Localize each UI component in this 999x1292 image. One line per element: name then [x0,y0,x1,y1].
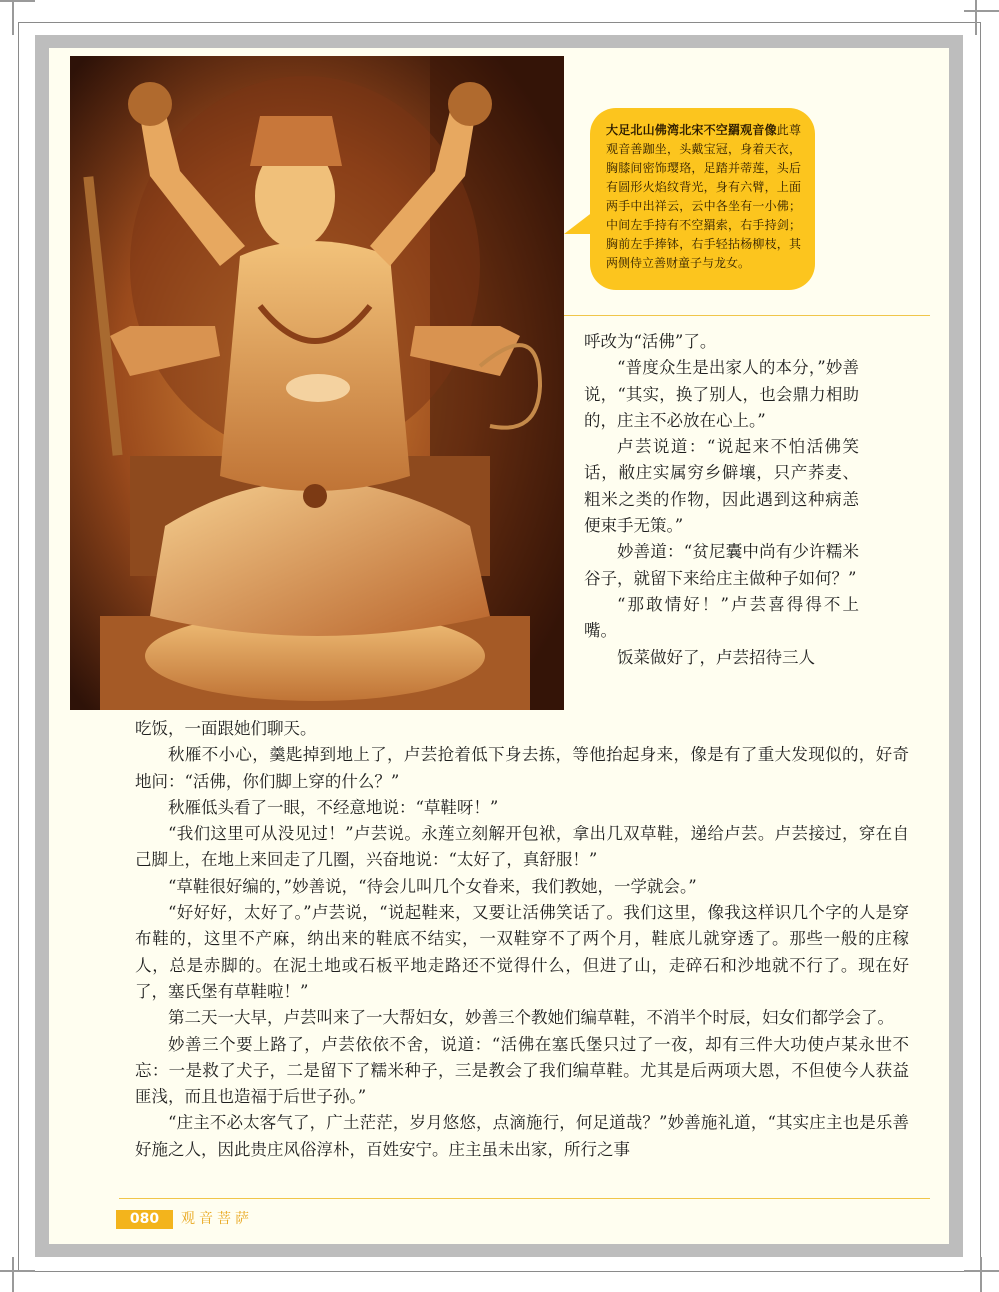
paragraph: “那敢情好！”卢芸喜得得不上嘴。 [584,594,859,641]
paragraph: 第二天一大早，卢芸叫来了一大帮妇女，妙善三个教她们编草鞋，不消半个时辰，妇女们都学会了。 [168,1008,894,1028]
page-number: 080 [116,1210,173,1229]
guanyin-statue-photo [70,56,564,710]
corner-line-bottom-left [0,1270,35,1272]
paragraph: “草鞋很好编的，”妙善说，“待会儿叫几个女眷来，我们教她，一学就会。” [168,876,697,896]
paragraph: 秋雁不小心，羹匙掉到地上了，卢芸抢着低下身去拣，等他抬起身来，像是有了重大发现似的，好奇地问：“活佛，你们脚上穿的什么？” [135,745,909,791]
paragraph: 吃饭，一面跟她们聊天。 [135,719,317,738]
paragraph: “普度众生是出家人的本分，”妙善说，“其实，换了别人，也会鼎力相助的，庄主不必放在心上。” [584,358,859,430]
corner-line-bottom-right-v [980,1257,982,1292]
paragraph: 秋雁低头看了一眼，不经意地说：“草鞋呀！” [168,797,499,817]
caption-bubble [590,108,815,290]
caption-text: 此尊观音善跏坐，头戴宝冠，身着天衣，胸膝间密饰璎珞，足踏并蒂莲，头后有圆形火焰纹背光，身有六臂，上面两手中出祥云，云中各坐有一小佛；中间左手持有不空羂索，右手持剑；胸前左手捧钵，右手轻拈杨柳枝，其两侧侍立善财童子与龙女。 [606,123,801,270]
running-book-title: 观音菩萨 [181,1211,253,1227]
corner-line-top-left-v [12,0,14,35]
paragraph: 卢芸说道：“说起来不怕活佛笑话，敝庄实属穷乡僻壤，只产荞麦、粗米之类的作物，因此遇到这种病恙便束手无策。” [584,437,859,536]
paragraph: “好好好，太好了。”卢芸说，“说起鞋来，又要让活佛笑话了。我们这里，像我这样识几个字的人是穿布鞋的，这里不产麻，纳出来的鞋底不结实，一双鞋穿不了两个月，鞋底儿就穿透了。那些一般的庄稼人，总是赤脚的。在泥土地或石板平地走路还不觉得什么，但进了山，走碎石和沙地就不行了。现在好了，塞氏堡有草鞋啦！” [135,903,909,1001]
right-text-column [584,329,859,671]
paragraph: “庄主不必太客气了，广土茫茫，岁月悠悠，点滴施行，何足道哉？”妙善施礼道，“其实庄主也是乐善好施之人，因此贵庄风俗淳朴，百姓安宁。庄主虽未出家，所行之事 [135,1113,909,1159]
footer-rule [119,1198,930,1199]
corner-line-top-left [0,0,35,2]
yellow-divider-rule [564,315,930,316]
paragraph: 妙善三个要上路了，卢芸依依不舍，说道：“活佛在塞氏堡只过了一夜，却有三件大功使卢某永世不忘：一是救了犬子，二是留下了糯米种子，三是教会了我们编草鞋。尤其是后两项大恩，不但使今人获益匪浅，而且也造福于后世子孙。” [135,1034,909,1107]
book-page [49,48,949,1244]
corner-line-top-right-v [975,0,977,35]
corner-line-bottom-left-v [12,1257,14,1292]
paragraph: 呼改为“活佛”了。 [584,332,717,351]
caption-title: 大足北山佛湾北宋不空羂观音像 [606,123,777,137]
full-text-column [135,716,909,1163]
paragraph: 妙善道：“贫尼囊中尚有少许糯米谷子，就留下来给庄主做种子如何？” [584,542,859,588]
paragraph: “我们这里可从没见过！”卢芸说。永莲立刻解开包袱，拿出几双草鞋，递给卢芸。卢芸接过，穿在自己脚上，在地上来回走了几圈，兴奋地说：“太好了，真舒服！” [135,824,909,870]
paragraph: 饭菜做好了，卢芸招待三人 [617,647,815,667]
corner-line-top-right [964,10,999,12]
